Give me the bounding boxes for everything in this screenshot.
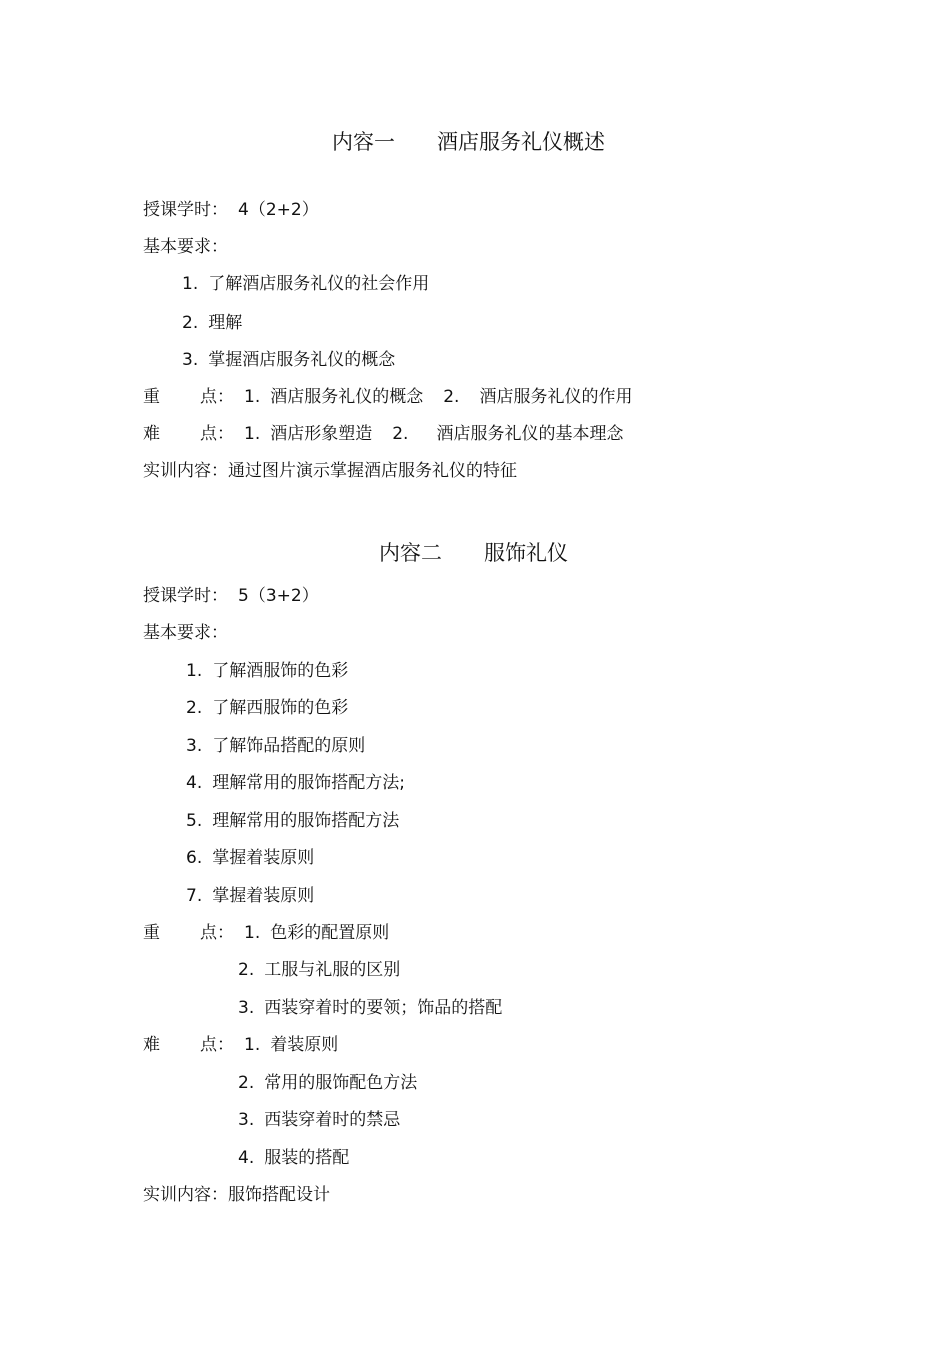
section2-req-item: 3. 了解饰品搭配的原则 xyxy=(186,736,366,756)
section2-key-points: 重 点： 1. 色彩的配置原则 xyxy=(143,923,390,943)
section2-heading: 内容二 服饰礼仪 xyxy=(379,541,568,565)
section2-req-item: 6. 掌握着装原则 xyxy=(186,848,315,868)
section2-req-item: 2. 了解西服饰的色彩 xyxy=(186,698,349,718)
section1-training: 实训内容：通过图片演示掌握酒店服务礼仪的特征 xyxy=(143,461,517,481)
section2-diff-item: 3. 西装穿着时的禁忌 xyxy=(238,1110,401,1130)
section2-req-item: 5. 理解常用的服饰搭配方法 xyxy=(186,811,400,831)
section2-difficult-points: 难 点： 1. 着装原则 xyxy=(143,1035,339,1055)
section1-req-label: 基本要求： xyxy=(143,237,228,257)
section2-key-item: 3. 西装穿着时的要领；饰品的搭配 xyxy=(238,998,503,1018)
section2-diff-item: 4. 服装的搭配 xyxy=(238,1148,350,1168)
section2-training: 实训内容：服饰搭配设计 xyxy=(143,1185,330,1205)
section1-key-points: 重 点： 1. 酒店服务礼仪的概念 2. 酒店服务礼仪的作用 xyxy=(143,387,633,407)
section2-req-item: 4. 理解常用的服饰搭配方法; xyxy=(186,773,405,793)
section2-req-label: 基本要求： xyxy=(143,623,228,643)
section2-req-item: 7. 掌握着装原则 xyxy=(186,886,315,906)
section1-req-item: 1. 了解酒店服务礼仪的社会作用 xyxy=(182,274,430,294)
section2-hours: 授课学时： 5（3+2） xyxy=(143,586,319,606)
section1-req-item: 3. 掌握酒店服务礼仪的概念 xyxy=(182,350,396,370)
section2-req-item: 1. 了解酒服饰的色彩 xyxy=(186,661,349,681)
section2-key-item: 2. 工服与礼服的区别 xyxy=(238,960,401,980)
section2-diff-item: 2. 常用的服饰配色方法 xyxy=(238,1073,418,1093)
section1-difficult-points: 难 点： 1. 酒店形象塑造 2. 酒店服务礼仪的基本理念 xyxy=(143,424,624,444)
section1-heading: 内容一 酒店服务礼仪概述 xyxy=(332,130,605,154)
section1-hours: 授课学时： 4（2+2） xyxy=(143,200,319,220)
section1-req-item: 2. 理解 xyxy=(182,313,243,333)
